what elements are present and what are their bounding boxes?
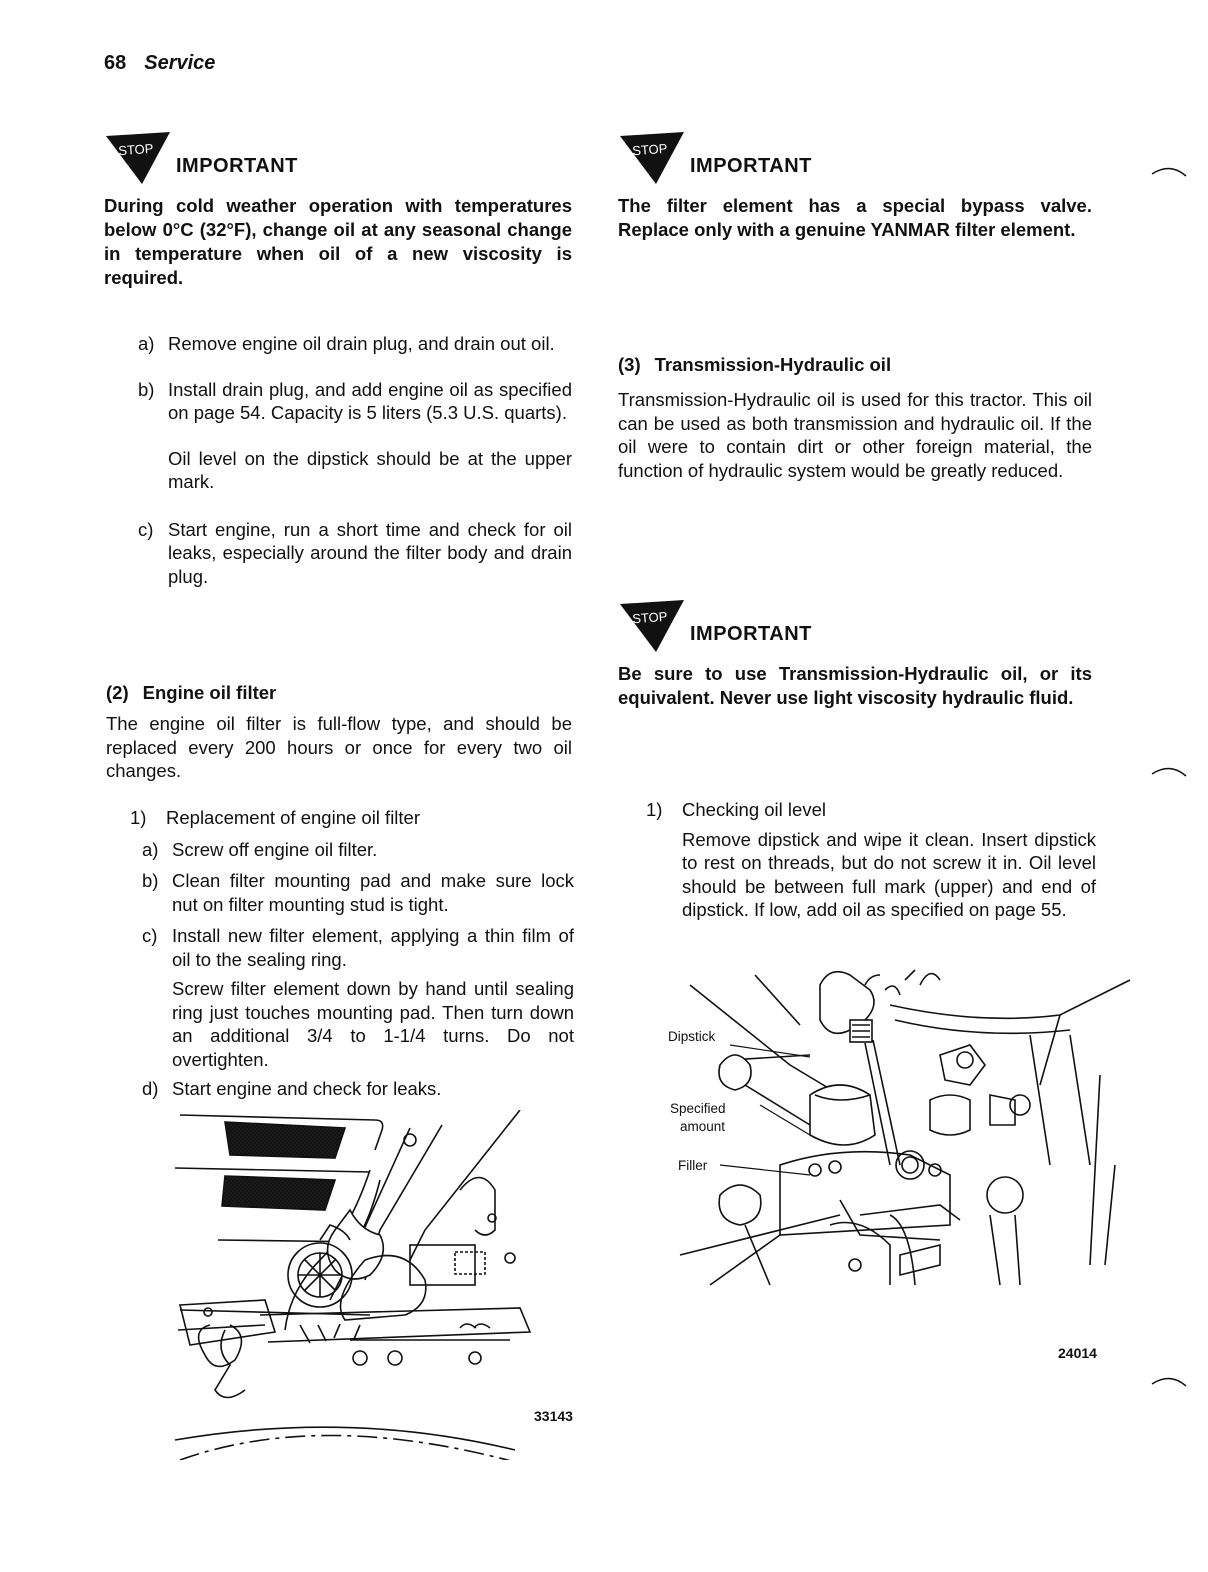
check-heading: 1) Checking oil level (646, 799, 826, 820)
step-c: c) Start engine, run a short time and check for oil leaks, especially around the filter body and drain plug. (138, 518, 572, 587)
section-2-heading: (2) Engine oil filter (106, 682, 277, 703)
transmission-dipstick-illustration (660, 965, 1140, 1365)
edge-mark (1150, 1370, 1190, 1390)
svg-text:STOP: STOP (631, 140, 668, 159)
check-text: Remove dipstick and wipe it clean. Insert dipstick to rest on threads, but do not screw it in. Oil level should be between full mark (upper) and end of dipstick. If low, add oil as specified on page 55. (682, 828, 1096, 920)
svg-text:STOP: STOP (631, 608, 668, 627)
section-3-heading: (3) Transmission-Hydraulic oil (618, 354, 892, 375)
stop-sign-icon (618, 130, 688, 184)
important-box-right-2 (618, 598, 1092, 710)
filter-steps (130, 806, 574, 1101)
important-text: The filter element has a special bypass valve. Replace only with a genuine YANMAR filter element. (618, 195, 1092, 240)
stop-sign-icon (618, 598, 688, 652)
important-text: During cold weather operation with temperatures below 0°C (32°F), change oil at any seasonal change in temperature when oil of a new viscosity is required. (104, 195, 572, 288)
engine-oil-filter-illustration (170, 1110, 590, 1460)
important-box-right-1 (618, 130, 1092, 242)
label-filler: Filler (678, 1158, 708, 1173)
filter-step-d: d) Start engine and check for leaks. (142, 1078, 442, 1099)
filter-step-c: c) Install new filter element, applying a thin film of oil to the sealing ring. (142, 925, 574, 970)
edge-mark (1150, 760, 1190, 780)
important-text: Be sure to use Transmission-Hydraulic oil, or its equivalent. Never use light viscosity hydraulic fluid. (618, 663, 1092, 708)
page-header (104, 52, 215, 75)
important-heading: IMPORTANT (176, 155, 298, 177)
checking-oil-level (646, 798, 1096, 922)
step-a: a) Remove engine oil drain plug, and drain out oil. (138, 333, 555, 354)
filter-step-b: b) Clean filter mounting pad and make sure lock nut on filter mounting stud is tight. (142, 870, 574, 915)
page-number: 68 (104, 52, 127, 74)
edge-mark (1150, 160, 1190, 180)
label-specified: Specified (670, 1101, 726, 1116)
section-3-text: Transmission-Hydraulic oil is used for this tractor. This oil can be used as both transmission and hydraulic oil. If the oil were to contain dirt or other foreign material, the function of hydraulic system would be greatly reduced. (618, 389, 1092, 481)
left-figure-number: 33143 (534, 1408, 573, 1424)
stop-sign-icon (104, 130, 174, 184)
label-amount: amount (680, 1119, 726, 1134)
filter-sub-heading: 1) Replacement of engine oil filter (130, 807, 421, 828)
important-box-left (104, 130, 572, 290)
oil-change-steps (138, 332, 572, 588)
important-heading: IMPORTANT (690, 623, 812, 645)
svg-text:STOP: STOP (117, 140, 154, 159)
label-dipstick: Dipstick (668, 1029, 716, 1044)
section-title: Service (144, 52, 216, 74)
filter-step-a: a) Screw off engine oil filter. (142, 838, 378, 860)
section-2-text: The engine oil filter is full-flow type, and should be replaced every 200 hours or once for every two oil changes. (106, 713, 572, 781)
filter-step-c-note: Screw filter element down by hand until sealing ring just touches mounting pad. Then turn down an additional 3/4 to 1-1/4 turns. Do not overtighten. (172, 978, 574, 1070)
step-b: b) Install drain plug, and add engine oil as specified on page 54. Capacity is 5 liters (5.3 U.S. quarts). (138, 378, 572, 423)
important-heading: IMPORTANT (690, 155, 812, 177)
step-b-note: Oil level on the dipstick should be at the upper mark. (168, 447, 572, 492)
right-figure-number: 24014 (1058, 1345, 1097, 1361)
